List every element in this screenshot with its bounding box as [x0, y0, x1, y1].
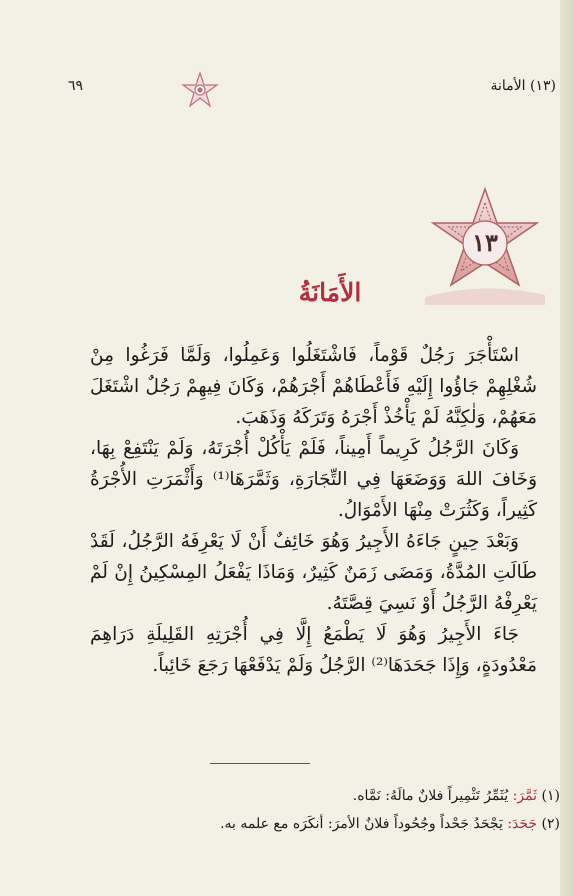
- page-number: ٦٩: [68, 78, 84, 94]
- chapter-label: (١٣) الأمانة: [490, 78, 556, 94]
- page-title: الأَمَانَةُ: [298, 278, 362, 307]
- chapter-number: ١٣: [472, 228, 498, 257]
- footnote-number: (١): [541, 788, 560, 804]
- page-header: [60, 78, 556, 108]
- footnote-text: يُثَمِّرُ تَثْمِيراً فلانٌ مالَهُ: نَمَّاه.: [352, 788, 509, 804]
- flower-ornament-icon: [180, 70, 220, 110]
- paragraph: وَبَعْدَ حِينٍ جَاءَهُ الأَجِيرُ وَهُوَ خَائِفٌ أَنْ لَا يَعْرِفَهُ الرَّجُلُ، لَقَدْ طَالَتِ المُدَّةُ، وَمَضَى زَمَنٌ كَثِيرٌ، وَمَاذَا يَفْعَلُ المِسْكِينُ إِنْ لَمْ يَعْرِفْهُ الرَّجُلُ أَوْ نَسِيَ قِصَّتَهُ.: [90, 531, 537, 614]
- paragraph: جَاءَ الأَجِيرُ وَهُوَ لَا يَطْمَعُ إِلَّا فِي أُجْرَتِهِ القَلِيلَةِ دَرَاهِمَ مَعْدُودَةٍ، وَإِذَا جَحَدَهَا⁽²⁾ الرَّجُلُ وَلَمْ يَدْفَعْهَا رَجَعَ خَائِباً.: [90, 624, 537, 676]
- paragraph: اسْتَأْجَرَ رَجُلٌ قَوْماً، فَاشْتَغَلُوا وَعَمِلُوا، وَلَمَّا فَرَغُوا مِنْ شُغْلِهِمْ جَاؤُوا إِلَيْهِ فَأَعْطَاهُمْ أَجْرَهُمْ، وَكَانَ فِيهِمْ رَجُلٌ اشْتَغَلَ مَعَهُمْ، وَلٰكِنَّهُ لَمْ يَأْخُذْ أَجْرَهُ وَتَرَكَهُ وَذَهَبَ.: [90, 345, 537, 428]
- footnotes: [110, 782, 560, 838]
- footnote: [110, 810, 560, 838]
- page-edge: [560, 0, 574, 896]
- footnote-term: ثَمَّرَ:: [512, 788, 538, 804]
- footnote-divider: [210, 763, 310, 764]
- body-text: [90, 340, 537, 681]
- footnote: [110, 782, 560, 810]
- footnote-term: جَحَدَ:: [507, 816, 538, 832]
- footnote-number: (٢): [541, 816, 560, 832]
- paragraph: وَكَانَ الرَّجُلُ كَرِيماً أَمِيناً، فَلَمْ يَأْكُلْ أُجْرَتَهُ، وَلَمْ يَنْتَفِعْ بِهَا، وَخَافَ اللهَ وَوَضَعَهَا فِي التِّجَارَةِ، وَثَمَّرَهَا⁽¹⁾ وَأَثْمَرَتِ الأُجْرَةُ كَثِيراً، وَكَثُرَتْ مِنْهَا الأَمْوَالُ.: [90, 438, 537, 521]
- footnote-text: يَجْحَدُ جَحْداً وجُحُوداً فلانٌ الأمرَ: أنكَرَه مع علمه به.: [220, 816, 503, 832]
